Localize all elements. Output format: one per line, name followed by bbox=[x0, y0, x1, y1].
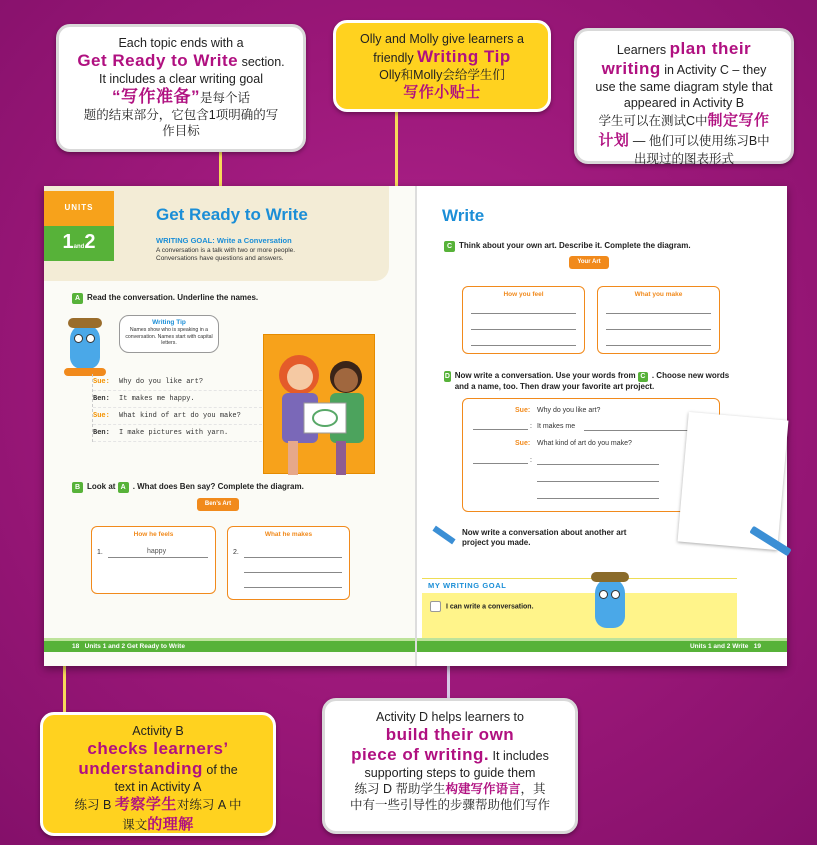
activity-d-instruction: D Now write a conversation. Use your words from C . Choose new words and a name, too. Then draw your favorite art project. bbox=[444, 371, 730, 391]
bens-art-label: Ben’s Art bbox=[197, 498, 239, 511]
units-tab bbox=[44, 191, 114, 261]
item-number: 1. bbox=[97, 549, 103, 556]
write-title: Write bbox=[442, 206, 485, 225]
conversation-line: Ben: It makes me happy. bbox=[93, 391, 262, 408]
activity-c-badge: C bbox=[444, 241, 455, 252]
writing-tip-body: Names show who is speaking in a conversation. Names start with capital letters. bbox=[125, 327, 213, 346]
writing-goal-heading: MY WRITING GOAL bbox=[422, 579, 737, 593]
callout-get-ready: Each topic ends with a Get Ready to Write section. It includes a clear writing goal “写作准备”是每个话 题的结束部分，它包含1项明确的写 作目标 bbox=[56, 24, 306, 152]
box-title: How he feels bbox=[133, 531, 174, 538]
your-art-label: Your Art bbox=[569, 256, 609, 269]
units-number: 1and2 bbox=[44, 226, 114, 261]
answer-line bbox=[606, 329, 711, 330]
units-label: UNITS bbox=[44, 191, 114, 226]
name-line bbox=[473, 429, 528, 430]
name-line bbox=[473, 463, 528, 464]
left-footer: 18 Units 1 and 2 Get Ready to Write bbox=[44, 641, 415, 652]
answer-line bbox=[471, 313, 576, 314]
what-he-makes-box bbox=[227, 526, 350, 600]
activity-c-instruction: C Think about your own art. Describe it. Complete the diagram. bbox=[444, 241, 691, 252]
writing-goal-description: A conversation is a talk with two or more people. Conversations have questions and answers. bbox=[156, 247, 296, 262]
eye-icon bbox=[599, 590, 608, 599]
answer-line bbox=[244, 557, 342, 558]
eye-icon bbox=[611, 590, 620, 599]
kids-illustration bbox=[263, 334, 375, 474]
answer-line bbox=[471, 345, 576, 346]
activity-d-badge: D bbox=[444, 373, 450, 380]
paper-sheet bbox=[678, 412, 789, 550]
left-page bbox=[44, 186, 415, 666]
activity-a-badge: A bbox=[72, 293, 83, 304]
box-title: What he makes bbox=[264, 531, 313, 538]
callout-highlight: Get Ready to Write bbox=[77, 51, 239, 70]
goal-item: I can write a conversation. bbox=[422, 593, 737, 612]
callout-activity-d: Activity D helps learners to build their own piece of writing. It includes supporting steps to guide them 练习 D 帮助学生构建写作语言，其 中有一些引导性的步骤帮助他们写作 bbox=[322, 698, 578, 834]
answer-line bbox=[244, 572, 342, 573]
answer-line bbox=[244, 587, 342, 588]
conversation-writing-box: Sue: Why do you like art? : It makes me Sue: What kind of art do you make? : bbox=[462, 398, 720, 512]
answer-line bbox=[471, 329, 576, 330]
extra-instruction: Now write a conversation about another art project you made. bbox=[462, 528, 627, 547]
answer-line bbox=[537, 481, 659, 482]
olly-character bbox=[70, 324, 100, 369]
conversation-line: Sue: What kind of art do you make? bbox=[93, 408, 262, 425]
conversation bbox=[92, 374, 262, 442]
box-title: What you make bbox=[634, 291, 683, 298]
writing-tip-bubble bbox=[119, 315, 219, 353]
answer-line bbox=[584, 430, 694, 431]
activity-b-instruction: B Look at A . What does Ben say? Complete the diagram. bbox=[72, 482, 304, 493]
right-footer: Units 1 and 2 Write 19 bbox=[417, 641, 787, 652]
conversation-line: Sue: Why do you like art? bbox=[93, 374, 262, 391]
writing-goal: WRITING GOAL: Write a Conversation bbox=[156, 236, 292, 245]
eye-icon bbox=[86, 334, 95, 343]
hat-icon bbox=[591, 572, 629, 582]
answer-line bbox=[537, 464, 659, 465]
goal-checkbox[interactable] bbox=[430, 601, 441, 612]
my-writing-goal-box bbox=[422, 578, 737, 638]
what-you-make-box bbox=[597, 286, 720, 354]
how-he-feels-box bbox=[91, 526, 216, 594]
page-title: Get Ready to Write bbox=[156, 205, 308, 224]
callout-plan-writing: Learners plan their writing in Activity C – they use the same diagram style that appeared in Activity B 学生可以在测试C中制定写作 计划 — 他们可以使用练习B中 出现过的图表形式 bbox=[574, 28, 794, 164]
molly-character bbox=[595, 578, 625, 628]
answer-line bbox=[537, 498, 659, 499]
answer-line bbox=[108, 557, 208, 558]
answer-line bbox=[606, 313, 711, 314]
eye-icon bbox=[74, 334, 83, 343]
item-number: 2. bbox=[233, 549, 239, 556]
callout-writing-tip: Olly and Molly give learners a friendly Writing Tip Olly和Molly会给学生们 写作小贴士 bbox=[333, 20, 551, 112]
activity-a-instruction bbox=[72, 293, 258, 304]
hat-icon bbox=[68, 318, 102, 328]
conversation-line: Ben: I make pictures with yarn. bbox=[93, 425, 262, 442]
how-you-feel-box bbox=[462, 286, 585, 354]
activity-b-badge: B bbox=[72, 482, 83, 493]
ref-c-badge: C bbox=[638, 372, 648, 382]
ref-a-badge: A bbox=[118, 482, 129, 493]
answer-line bbox=[606, 345, 711, 346]
book-spread bbox=[44, 186, 787, 666]
box-title: How you feel bbox=[503, 291, 544, 298]
activity-a-text: Read the conversation. Underline the names. bbox=[87, 293, 259, 302]
callout-activity-b: Activity B checks learners’ understanding of the text in Activity A 练习 B 考察学生对练习 A 中 课文的理解 bbox=[40, 712, 276, 836]
writing-tip-title: Writing Tip bbox=[152, 319, 186, 326]
answer-text: happy bbox=[147, 548, 167, 555]
